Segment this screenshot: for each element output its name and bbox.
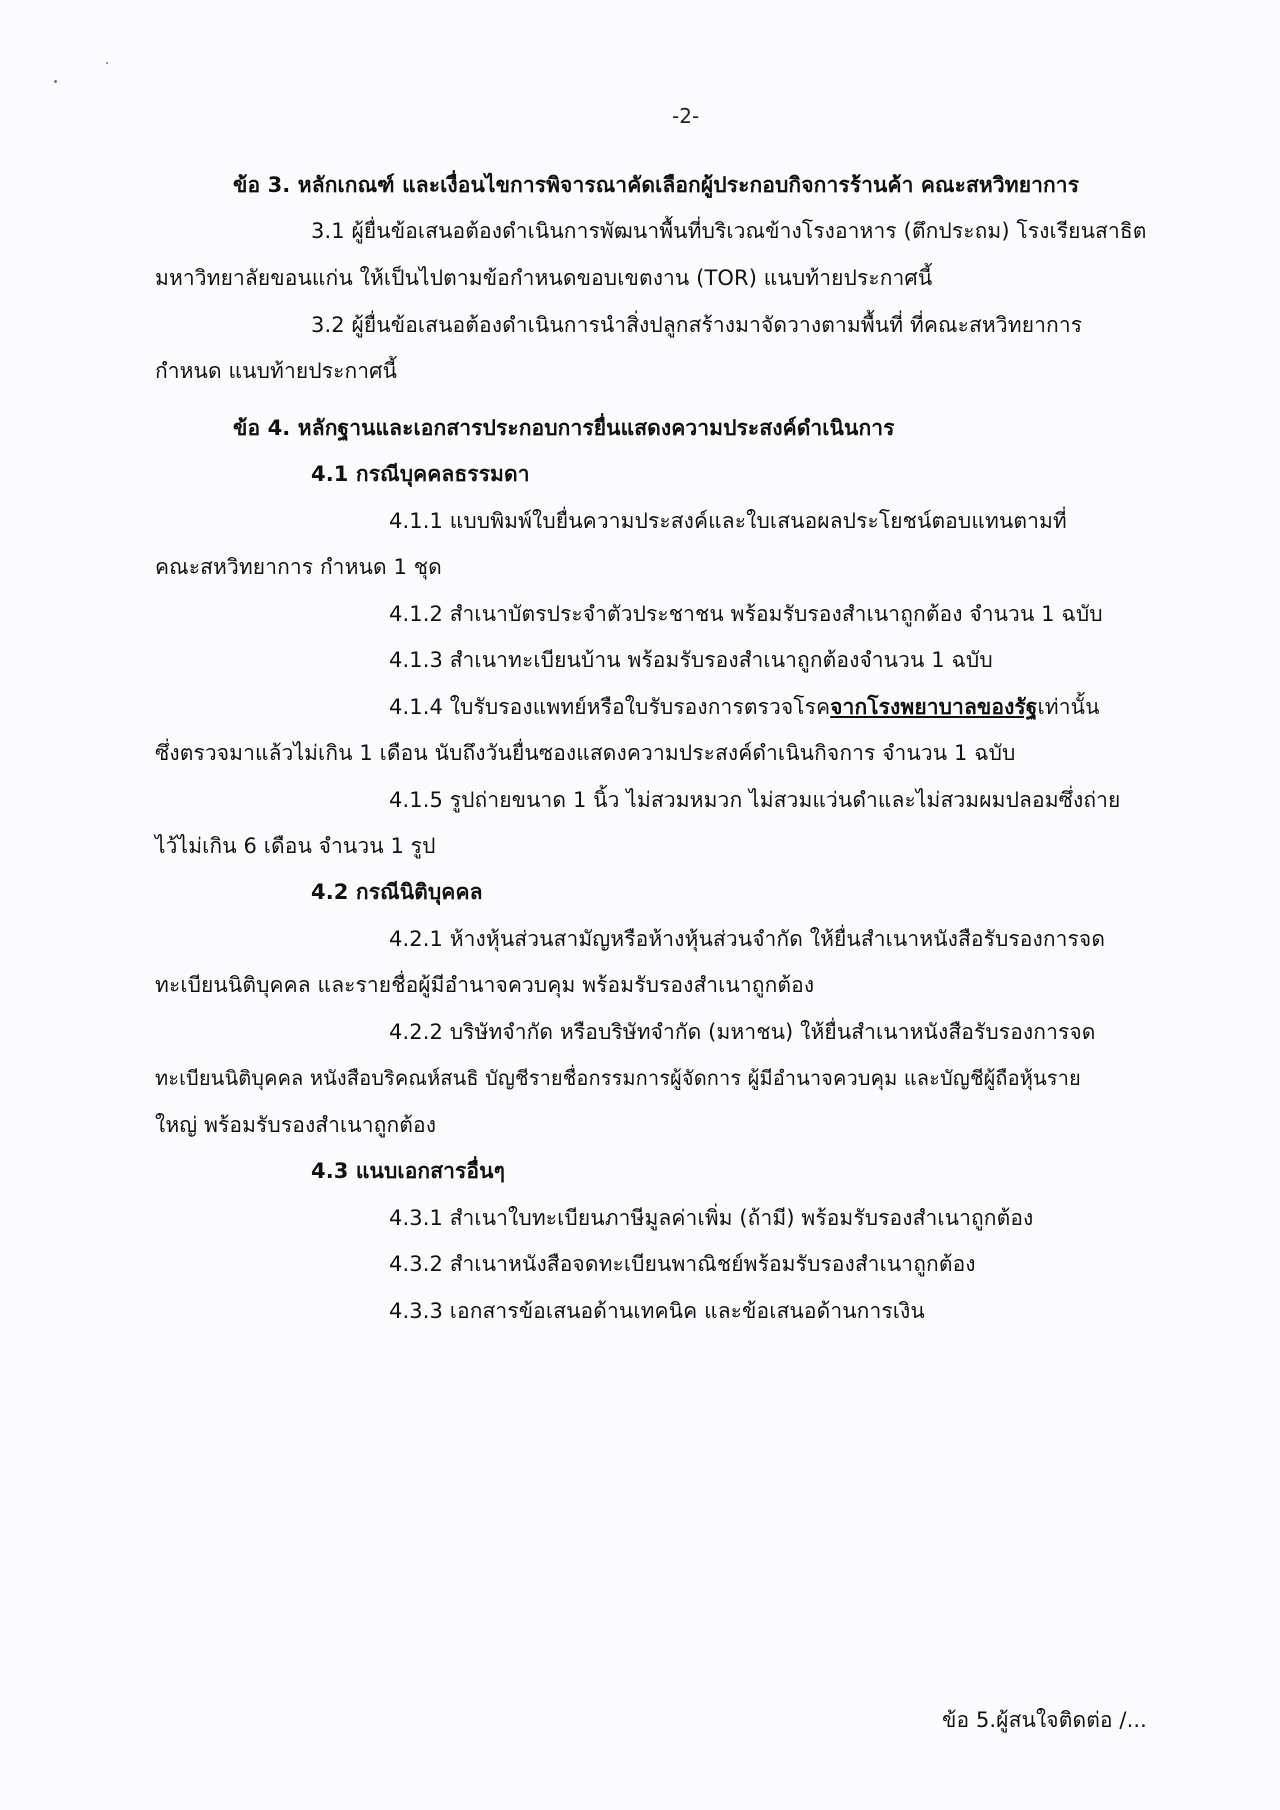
item-4-1-4-line-2: ซึ่งตรวจมาแล้วไม่เกิน 1 เดือน นับถึงวันยื่นซองแสดงความประสงค์ดำเนินกิจการ จำนวน 1 ฉบับ [155, 741, 1016, 765]
item-4-2-2-line-2: ทะเบียนนิติบุคคล หนังสือบริคณห์สนธิ บัญชีรายชื่อกรรมการผู้จัดการ ผู้มีอำนาจควบคุม และบัญชีผู้ถือหุ้นราย [155, 1066, 1081, 1090]
item-4-3-3: 4.3.3 เอกสารข้อเสนอด้านเทคนิค และข้อเสนอด้านการเงิน [389, 1299, 925, 1323]
item-4-1-4-text: 4.1.4 ใบรับรองแพทย์หรือใบรับรองการตรวจโรค [389, 695, 831, 719]
item-3-1-line-2: มหาวิทยาลัยขอนแก่น ให้เป็นไปตามข้อกำหนดขอบเขตงาน (TOR) แนบท้ายประกาศนี้ [155, 266, 933, 290]
item-4-1-2: 4.1.2 สำเนาบัตรประจำตัวประชาชน พร้อมรับรองสำเนาถูกต้อง จำนวน 1 ฉบับ [389, 602, 1103, 626]
subsection-4-2: 4.2 กรณีนิติบุคคล [311, 880, 483, 904]
section-4-heading: ข้อ 4. หลักฐานและเอกสารประกอบการยื่นแสดงความประสงค์ดำเนินการ [233, 416, 895, 440]
item-4-1-4-suffix: เท่านั้น [1037, 695, 1100, 719]
item-4-1-1-line-1: 4.1.1 แบบพิมพ์ใบยื่นความประสงค์และใบเสนอผลประโยชน์ตอบแทนตามที่ [389, 509, 1067, 533]
item-4-1-1-line-2: คณะสหวิทยาการ กำหนด 1 ชุด [155, 555, 442, 579]
item-4-1-4-line-1 [389, 692, 1100, 722]
item-4-2-2-line-3: ใหญ่ พร้อมรับรองสำเนาถูกต้อง [155, 1113, 437, 1137]
item-3-1-line-1: 3.1 ผู้ยื่นข้อเสนอต้องดำเนินการพัฒนาพื้นที่บริเวณข้างโรงอาหาร (ตึกประถม) โรงเรียนสาธิต [311, 219, 1147, 243]
scan-speck [106, 62, 108, 64]
item-4-1-3: 4.1.3 สำเนาทะเบียนบ้าน พร้อมรับรองสำเนาถูกต้องจำนวน 1 ฉบับ [389, 648, 993, 672]
item-4-3-2: 4.3.2 สำเนาหนังสือจดทะเบียนพาณิชย์พร้อมรับรองสำเนาถูกต้อง [389, 1252, 976, 1276]
item-4-2-1-line-2: ทะเบียนนิติบุคคล และรายชื่อผู้มีอำนาจควบคุม พร้อมรับรองสำเนาถูกต้อง [155, 973, 815, 997]
subsection-4-1: 4.1 กรณีบุคคลธรรมดา [311, 462, 530, 486]
item-3-2-line-1: 3.2 ผู้ยื่นข้อเสนอต้องดำเนินการนำสิ่งปลูกสร้างมาจัดวางตามพื้นที่ ที่คณะสหวิทยาการ [311, 313, 1083, 337]
section-3-heading: ข้อ 3. หลักเกณฑ์ และเงื่อนไขการพิจารณาคัดเลือกผู้ประกอบกิจการร้านค้า คณะสหวิทยาการ [233, 173, 1080, 197]
subsection-4-3: 4.3 แนบเอกสารอื่นๆ [311, 1159, 505, 1183]
item-4-1-5-line-2: ไว้ไม่เกิน 6 เดือน จำนวน 1 รูป [155, 834, 436, 858]
item-4-1-5-line-1: 4.1.5 รูปถ่ายขนาด 1 นิ้ว ไม่สวมหมวก ไม่สวมแว่นดำและไม่สวมผมปลอมซึ่งถ่าย [389, 788, 1121, 812]
scan-speck [54, 80, 57, 83]
state-hospital-emphasis: จากโรงพยาบาลของรัฐ [830, 695, 1038, 719]
continuation-note: ข้อ 5.ผู้สนใจติดต่อ /... [942, 1708, 1147, 1732]
page-number: -2- [672, 104, 700, 128]
item-4-3-1: 4.3.1 สำเนาใบทะเบียนภาษีมูลค่าเพิ่ม (ถ้ามี) พร้อมรับรองสำเนาถูกต้อง [389, 1206, 1034, 1230]
item-3-2-line-2: กำหนด แนบท้ายประกาศนี้ [155, 359, 398, 383]
item-4-2-1-line-1: 4.2.1 ห้างหุ้นส่วนสามัญหรือห้างหุ้นส่วนจำกัด ให้ยื่นสำเนาหนังสือรับรองการจด [389, 927, 1106, 951]
item-4-2-2-line-1: 4.2.2 บริษัทจำกัด หรือบริษัทจำกัด (มหาชน) ให้ยื่นสำเนาหนังสือรับรองการจด [389, 1020, 1096, 1044]
